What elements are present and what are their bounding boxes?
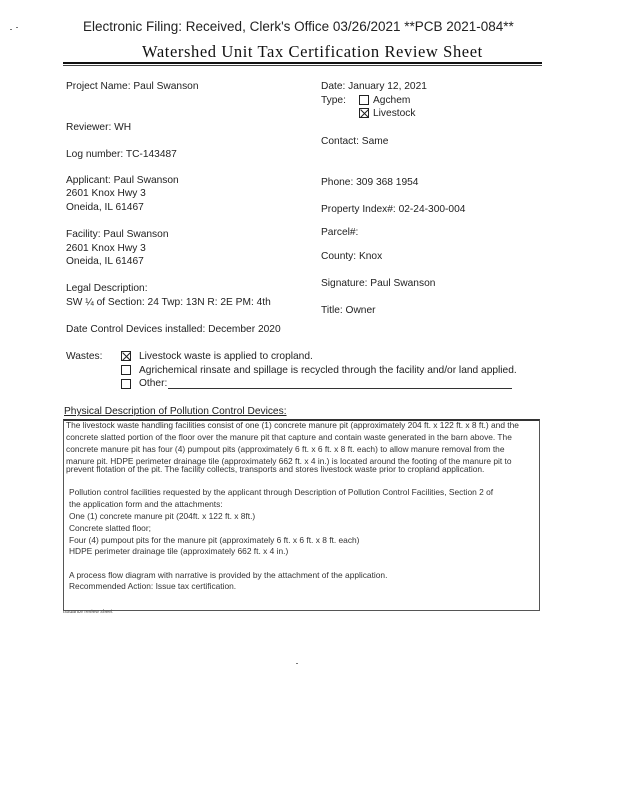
waste-livestock-label: Livestock waste is applied to cropland. (139, 351, 313, 362)
waste-livestock-checkbox[interactable] (121, 351, 131, 361)
physical-heading: Physical Description of Pollution Control Devices: (64, 406, 287, 417)
facility-city: Oneida, IL 61467 (66, 256, 144, 267)
scan-speck (10, 29, 12, 30)
contact: Contact: Same (321, 136, 389, 147)
desc-line: Concrete slatted floor; (69, 523, 151, 533)
title-rule (63, 62, 542, 64)
desc-line: A process flow diagram with narrative is provided by the attachment of the application. (69, 570, 388, 580)
parcel: Parcel#: (321, 227, 359, 238)
desc-line: the application form and the attachments: (69, 499, 223, 509)
scan-speck (16, 27, 18, 28)
desc-line: The livestock waste handling facilities consist of one (1) concrete manure pit (approximately 204 ft. x 122 ft. x 8 ft.) and the (66, 420, 519, 430)
waste-agrichemical-label: Agrichemical rinsate and spillage is recycled through the facility and/or land applied. (139, 365, 517, 376)
type-label: Type: (321, 95, 346, 106)
wastes-label: Wastes: (66, 351, 103, 362)
desc-line: HDPE perimeter drainage tile (approximately 662 ft. x 4 in.) (69, 546, 289, 556)
desc-line: Pollution control facilities requested by the applicant through Description of Pollution Control Facilities, Section 2 of (69, 487, 494, 497)
county: County: Knox (321, 251, 383, 262)
desc-line: manure pit. HDPE perimeter drainage tile (approximately 662 ft. x 4 in.) is located around the footing of the manure pit to (66, 456, 512, 466)
applicant-street: 2601 Knox Hwy 3 (66, 188, 146, 199)
desc-line: prevent flotation of the pit. The facility collects, transports and stores livestock waste prior to cropland application. (66, 464, 485, 474)
signature: Signature: Paul Swanson (321, 278, 436, 289)
page-title: Watershed Unit Tax Certification Review Sheet (142, 42, 483, 61)
waste-agrichemical-checkbox[interactable] (121, 365, 131, 375)
desc-line: One (1) concrete manure pit (204ft. x 122 ft. x 8ft.) (69, 511, 256, 521)
waste-other-label: Other: (139, 378, 168, 389)
facility-street: 2601 Knox Hwy 3 (66, 243, 146, 254)
applicant-name: Applicant: Paul Swanson (66, 175, 179, 186)
facility-name: Facility: Paul Swanson (66, 229, 169, 240)
title-rule-thin (63, 65, 542, 66)
project-name: Project Name: Paul Swanson (66, 81, 199, 92)
waste-other-line (168, 388, 512, 389)
desc-line: concrete slatted portion of the floor over the manure pit that capture and contain waste generated in the barn above. The (66, 432, 512, 442)
date-installed: Date Control Devices installed: December 2020 (66, 324, 281, 335)
filing-stamp: Electronic Filing: Received, Clerk's Office 03/26/2021 **PCB 2021-084** (83, 19, 514, 34)
desc-line: concrete manure pit has four (4) pumpout pits (approximately 6 ft. x 6 ft. x 8 ft. each) to allow manure removal from the (66, 444, 505, 454)
type-agchem-checkbox[interactable] (359, 95, 369, 105)
phone: Phone: 309 368 1954 (321, 177, 419, 188)
property-index: Property Index#: 02-24-300-004 (321, 204, 466, 215)
legal-description-value: SW ¼ of Section: 24 Twp: 13N R: 2E PM: 4th (66, 297, 271, 308)
title-role: Title: Owner (321, 305, 376, 316)
reviewer: Reviewer: WH (66, 122, 132, 133)
type-livestock-checkbox[interactable] (359, 108, 369, 118)
footer-note: Issuance review sheet (63, 609, 113, 615)
recommended-action: Recommended Action: Issue tax certification. (69, 581, 237, 591)
desc-line: Four (4) pumpout pits for the manure pit (approximately 6 ft. x 6 ft. x 8 ft. each) (69, 535, 360, 545)
log-number: Log number: TC-143487 (66, 149, 177, 160)
applicant-city: Oneida, IL 61467 (66, 202, 144, 213)
review-date: Date: January 12, 2021 (321, 81, 427, 92)
type-livestock-label: Livestock (373, 108, 416, 119)
waste-other-checkbox[interactable] (121, 379, 131, 389)
legal-description-label: Legal Description: (66, 283, 148, 294)
type-agchem-label: Agchem (373, 95, 411, 106)
scan-speck (296, 663, 298, 664)
